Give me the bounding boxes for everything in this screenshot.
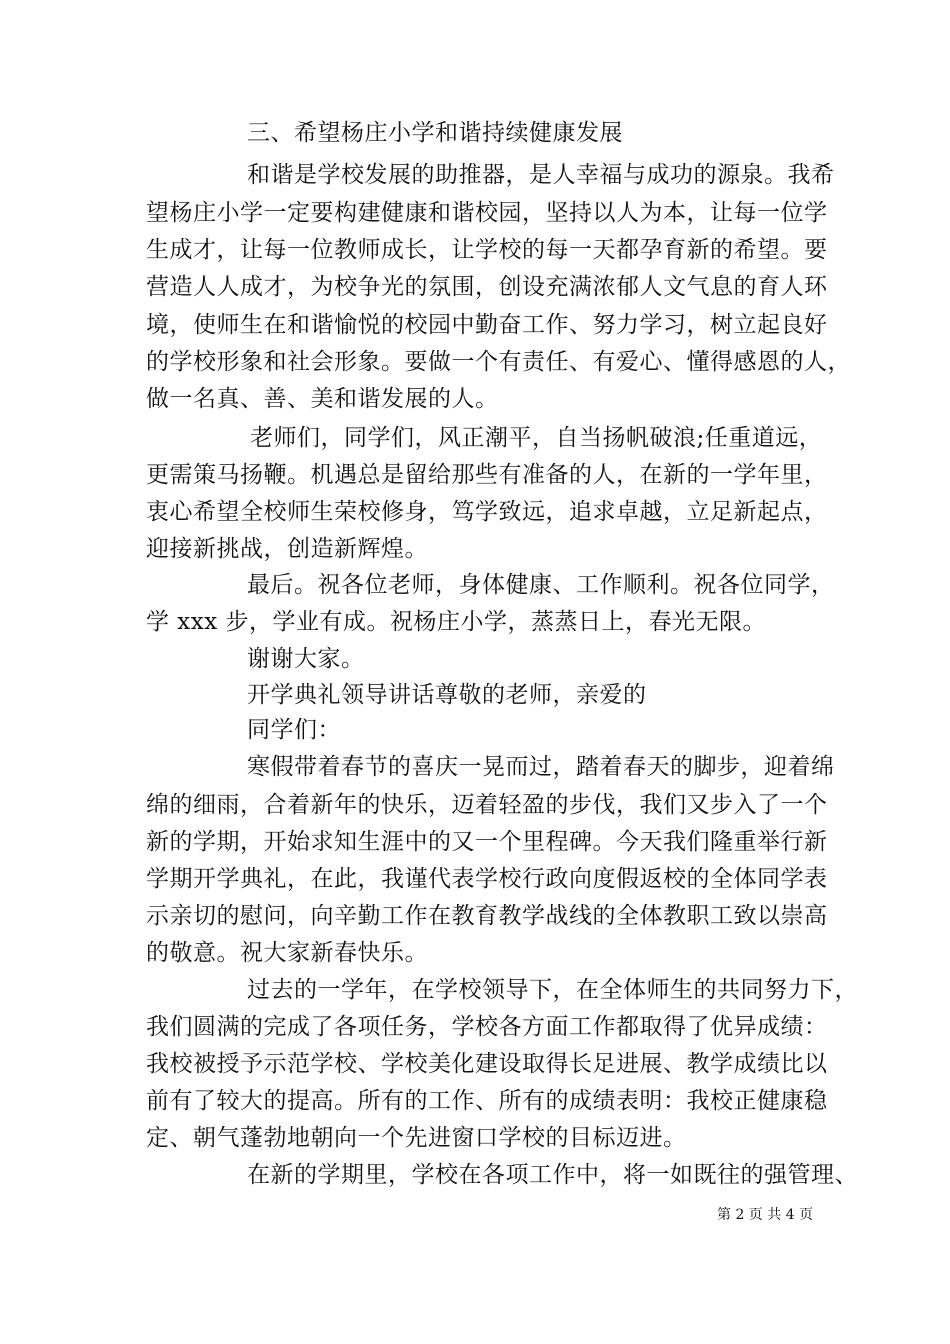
text-line: 绵的细雨，合着新年的快乐，迈着轻盈的步伐，我们又步入了一个: [146, 792, 828, 818]
speech-title: 开学典礼领导讲话尊敬的老师，亲爱的: [247, 682, 647, 708]
text-line: 最后。祝各位老师，身体健康、工作顺利。祝各位同学，: [247, 572, 835, 598]
page-number: 第 2 页 共 4 页: [717, 1207, 814, 1223]
text-line: 的学校形象和社会形象。要做一个有责任、有爱心、懂得感恩的人，: [146, 349, 851, 375]
text-line: 做一名真、善、美和谐发展的人。: [146, 386, 499, 412]
section-heading: 三、希望杨庄小学和谐持续健康发展: [247, 120, 623, 146]
text-line: 谢谢大家。: [247, 646, 365, 672]
text-line: 前有了较大的提高。所有的工作、所有的成绩表明：我校正健康稳: [146, 1088, 828, 1114]
text-line: 生成才，让每一位教师成长，让学校的每一天都孕育新的希望。要: [146, 237, 828, 263]
text-line: 定、朝气蓬勃地朝向一个先进窗口学校的目标迈进。: [146, 1125, 687, 1151]
text-line: 我们圆满的完成了各项任务，学校各方面工作都取得了优异成绩：: [146, 1014, 828, 1040]
text-line: 寒假带着春节的喜庆一晃而过，踏着春天的脚步，迎着绵: [247, 754, 835, 780]
text-line: 新的学期，开始求知生涯中的又一个里程碑。今天我们隆重举行新: [146, 829, 828, 855]
text-line: 学 xxx 步，学业有成。祝杨庄小学，蒸蒸日上，春光无限。: [146, 609, 767, 635]
text-line: 境，使师生在和谐愉悦的校园中勤奋工作、努力学习，树立起良好: [146, 312, 828, 338]
text-line: 我校被授予示范学校、学校美化建设取得长足进展、教学成绩比以: [146, 1051, 828, 1077]
text-line: 过去的一学年，在学校领导下，在全体师生的共同努力下，: [247, 977, 858, 1003]
text-line: 和谐是学校发展的助推器，是人幸福与成功的源泉。我希: [247, 162, 835, 188]
text-line: 营造人人成才，为校争光的氛围，创设充满浓郁人文气息的育人环: [146, 274, 828, 300]
text-line: 望杨庄小学一定要构建健康和谐校园，坚持以人为本，让每一位学: [146, 200, 828, 226]
text-line: 的敬意。祝大家新春快乐。: [146, 940, 428, 966]
text-line: 迎接新挑战，创造新辉煌。: [146, 536, 428, 562]
text-line: 在新的学期里，学校在各项工作中，将一如既往的强管理、: [247, 1162, 858, 1188]
text-line: 老师们，同学们，风正潮平，自当扬帆破浪;任重道远，: [250, 425, 823, 451]
text-line: 示亲切的慰问，向辛勤工作在教育教学战线的全体教职工致以崇高: [146, 903, 828, 929]
salutation: 同学们：: [247, 717, 341, 743]
text-line: 学期开学典礼，在此，我谨代表学校行政向度假返校的全体同学表: [146, 866, 828, 892]
text-line: 衷心希望全校师生荣校修身，笃学致远，追求卓越，立足新起点，: [146, 499, 828, 525]
text-line: 更需策马扬鞭。机遇总是留给那些有准备的人，在新的一学年里，: [146, 462, 828, 488]
